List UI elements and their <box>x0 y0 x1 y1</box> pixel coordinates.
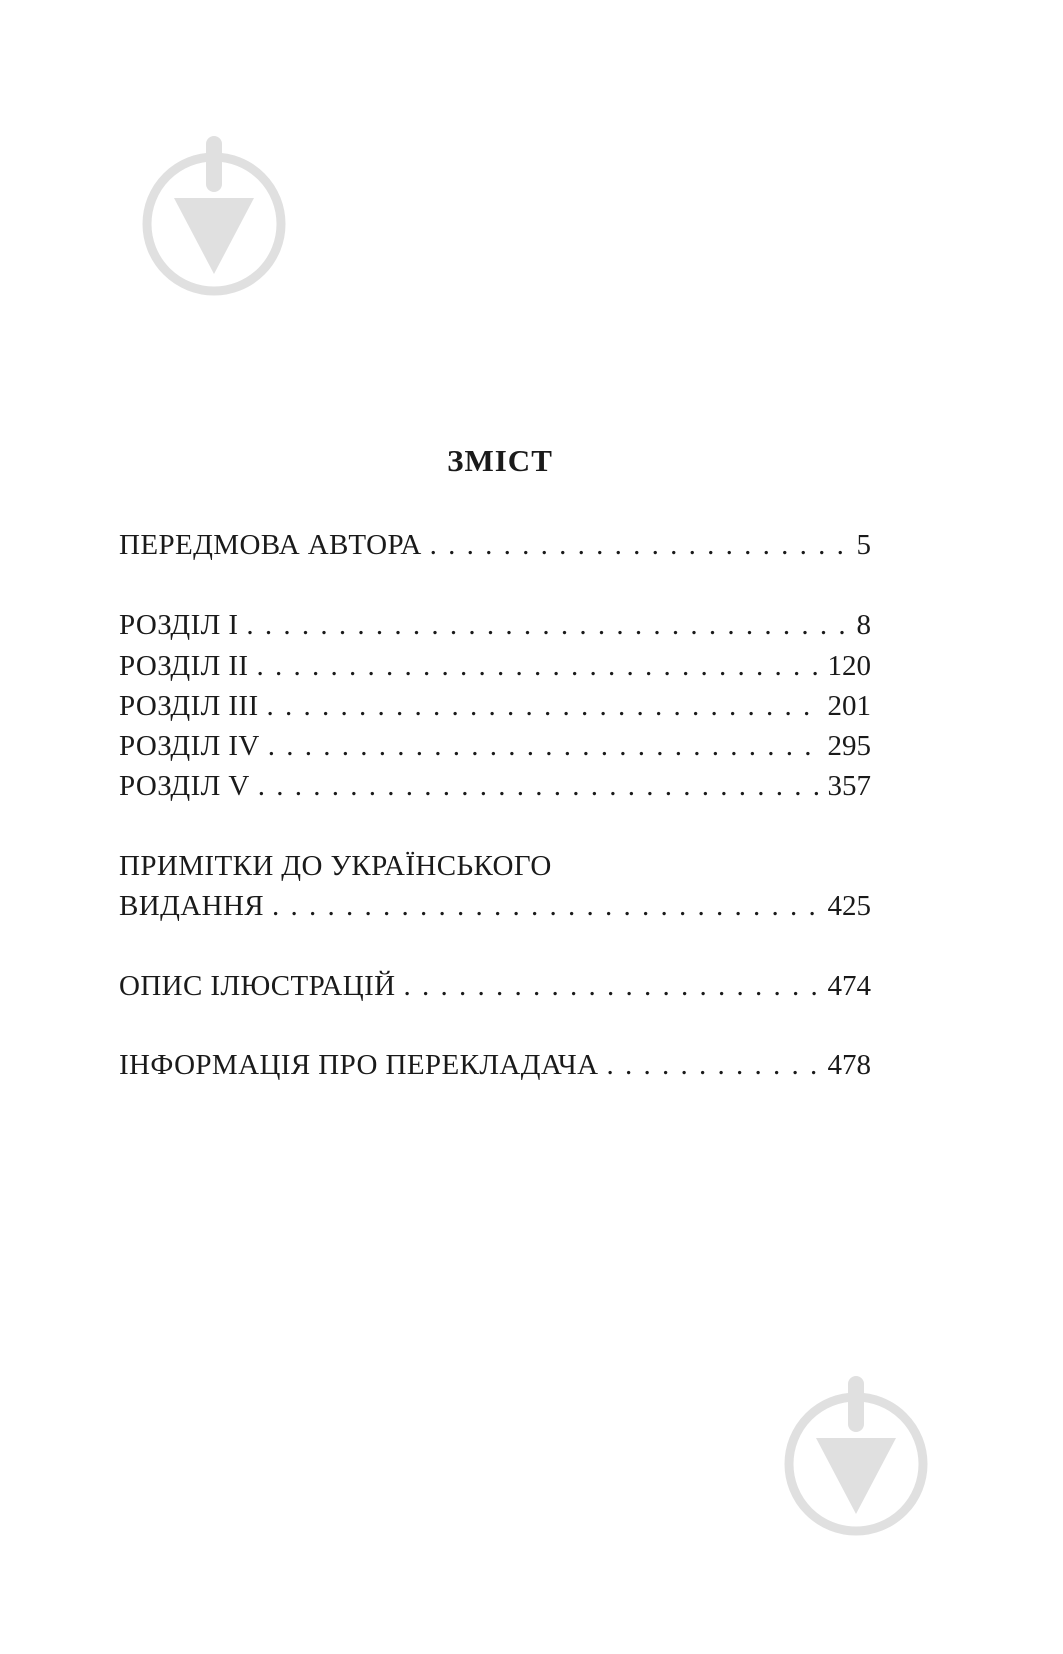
trowel-watermark-icon <box>139 136 289 306</box>
dot-leader <box>258 766 822 806</box>
dot-leader <box>246 605 850 645</box>
toc-entry-page: 478 <box>827 1049 871 1081</box>
toc-entry-chapter-3[interactable] <box>119 686 871 726</box>
dot-leader <box>268 726 822 766</box>
toc-entry-label: ВИДАННЯ <box>119 890 265 922</box>
dot-leader <box>606 1045 821 1085</box>
toc-entry-notes-line1: ПРИМІТКИ ДО УКРАЇНСЬКОГО <box>119 850 552 882</box>
toc-entry-label: РОЗДІЛ IV <box>119 730 260 762</box>
toc-entry-label: РОЗДІЛ V <box>119 770 250 802</box>
toc-entry-page: 201 <box>827 690 871 722</box>
toc-entry-page: 295 <box>827 730 871 762</box>
toc-entry-label: ІНФОРМАЦІЯ ПРО ПЕРЕКЛАДАЧА <box>119 1049 599 1081</box>
toc-entry-page: 8 <box>856 609 871 641</box>
toc-entry-preface[interactable] <box>119 525 871 565</box>
dot-leader <box>267 686 822 726</box>
toc-entry-chapter-4[interactable] <box>119 726 871 766</box>
toc-entry-page: 5 <box>856 529 871 561</box>
dot-leader <box>272 886 821 926</box>
toc-entry-notes[interactable] <box>119 886 871 926</box>
dot-leader <box>256 646 821 686</box>
toc-title: ЗМІСТ <box>447 443 553 478</box>
toc-entry-illustrations[interactable] <box>119 966 871 1006</box>
toc-entry-label: РОЗДІЛ II <box>119 650 249 682</box>
toc-entry-chapter-5[interactable] <box>119 766 871 806</box>
toc-entry-page: 120 <box>827 650 871 682</box>
toc-entry-label: ПЕРЕДМОВА АВТОРА <box>119 529 422 561</box>
trowel-watermark-icon <box>781 1376 931 1546</box>
toc-entry-chapter-2[interactable] <box>119 646 871 686</box>
toc-entry-translator[interactable] <box>119 1045 871 1085</box>
toc-entry-chapter-1[interactable] <box>119 605 871 645</box>
toc-entry-page: 474 <box>827 970 871 1002</box>
toc-entry-page: 425 <box>827 890 871 922</box>
toc-entry-label: ОПИС ІЛЮСТРАЦІЙ <box>119 970 396 1002</box>
dot-leader <box>404 966 822 1006</box>
toc-entry-page: 357 <box>827 770 871 802</box>
dot-leader <box>430 525 851 565</box>
toc-entry-label: РОЗДІЛ III <box>119 690 259 722</box>
toc-entry-label: РОЗДІЛ I <box>119 609 239 641</box>
